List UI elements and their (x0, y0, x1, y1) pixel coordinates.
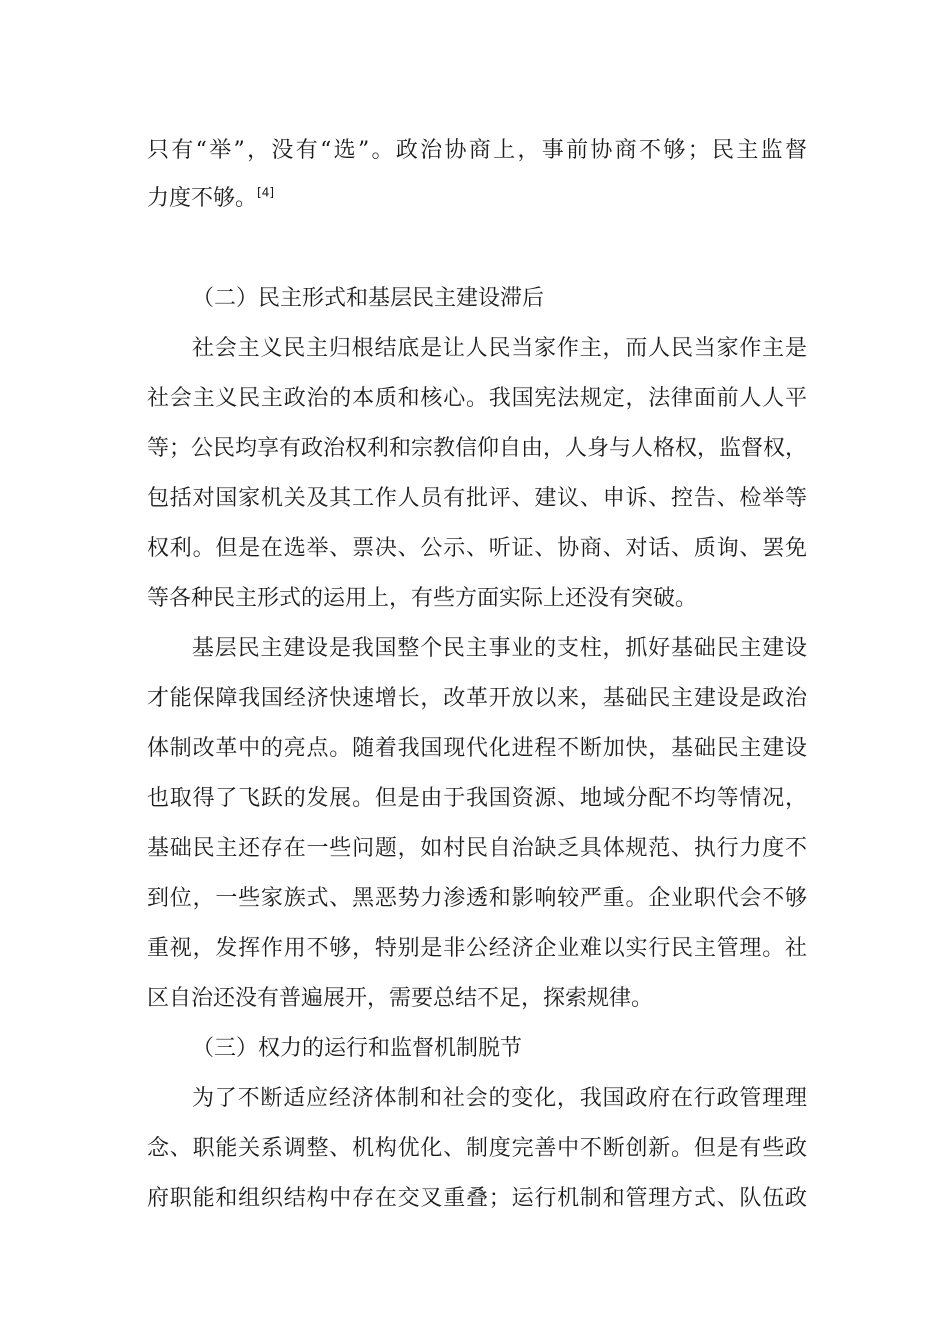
body-text: 力度不够。 (147, 186, 258, 211)
body-text-line: 权利。但是在选举、票决、公示、听证、协商、对话、质询、罢免 (147, 536, 807, 561)
body-text-line: 才能保障我国经济快速增长，改革开放以来，基础民主建设是政治 (147, 686, 807, 711)
body-text-line: 府职能和组织结构中存在交叉重叠；运行机制和管理方式、队伍政 (147, 1186, 807, 1211)
footnote-reference[interactable]: [4] (257, 185, 275, 200)
body-text-line: 重视，发挥作用不够，特别是非公经济企业难以实行民主管理。社 (147, 936, 807, 961)
body-text-line: 念、职能关系调整、机构优化、制度完善中不断创新。但是有些政 (147, 1136, 807, 1161)
body-text-line: 包括对国家机关及其工作人员有批评、建议、申诉、控告、检举等 (147, 486, 807, 511)
body-text-line: 也取得了飞跃的发展。但是由于我国资源、地域分配不均等情况， (147, 786, 807, 811)
body-text-line: 为了不断适应经济体制和社会的变化，我国政府在行政管理理 (192, 1086, 807, 1111)
body-text-line: 基层民主建设是我国整个民主事业的支柱，抓好基础民主建设 (192, 636, 807, 661)
section-heading: （二）民主形式和基层民主建设滞后 (192, 286, 545, 311)
body-text-line: 只有“举”，没有“选”。政治协商上，事前协商不够；民主监督 (147, 138, 807, 163)
body-text-line: 等各种民主形式的运用上，有些方面实际上还没有突破。 (147, 586, 698, 611)
body-text-line: 体制改革中的亮点。随着我国现代化进程不断加快，基础民主建设 (147, 736, 807, 761)
body-text-line: 等；公民均享有政治权利和宗教信仰自由，人身与人格权，监督权， (147, 436, 808, 461)
body-text-line: 区自治还没有普遍展开，需要总结不足，探索规律。 (147, 986, 654, 1011)
body-text-line: 到位，一些家族式、黑恶势力渗透和影响较严重。企业职代会不够 (147, 886, 807, 911)
body-text-line: 社会主义民主归根结底是让人民当家作主，而人民当家作主是 (192, 336, 807, 361)
body-text-line (147, 184, 807, 214)
section-heading: （三）权力的运行和监督机制脱节 (192, 1036, 523, 1061)
body-text-line: 基础民主还存在一些问题，如村民自治缺乏具体规范、执行力度不 (147, 836, 807, 861)
body-text-line: 社会主义民主政治的本质和核心。我国宪法规定，法律面前人人平 (147, 386, 807, 411)
